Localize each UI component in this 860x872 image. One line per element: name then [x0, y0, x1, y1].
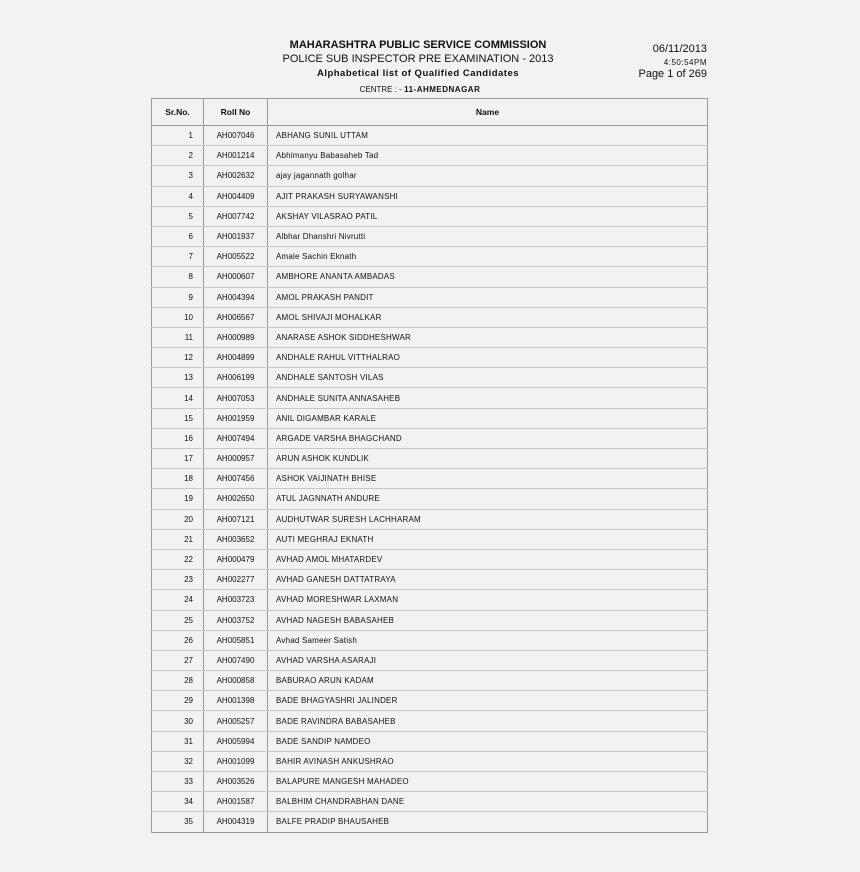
- cell-srno: 8: [152, 267, 204, 287]
- column-header-rollno: Roll No: [204, 99, 268, 126]
- cell-srno: 7: [152, 247, 204, 267]
- cell-name: ANDHALE RAHUL VITTHALRAO: [268, 348, 708, 368]
- table-row: [152, 388, 708, 408]
- cell-name: ajay jagannath golhar: [268, 166, 708, 186]
- cell-rollno: AH001937: [204, 226, 268, 246]
- cell-name: ARGADE VARSHA BHAGCHAND: [268, 428, 708, 448]
- cell-rollno: AH003652: [204, 529, 268, 549]
- table-row: [152, 812, 708, 832]
- document-title: MAHARASHTRA PUBLIC SERVICE COMMISSION: [289, 39, 547, 51]
- table-row: [152, 549, 708, 569]
- cell-name: AUDHUTWAR SURESH LACHHARAM: [268, 509, 708, 529]
- cell-srno: 16: [152, 428, 204, 448]
- table-row: [152, 772, 708, 792]
- cell-name: ANDHALE SUNITA ANNASAHEB: [268, 388, 708, 408]
- cell-name: BALFE PRADIP BHAUSAHEB: [268, 812, 708, 832]
- cell-rollno: AH000479: [204, 549, 268, 569]
- table-row: [152, 731, 708, 751]
- table-row: [152, 186, 708, 206]
- cell-rollno: AH001398: [204, 691, 268, 711]
- cell-rollno: AH006199: [204, 368, 268, 388]
- table-row: [152, 166, 708, 186]
- table-row: [152, 267, 708, 287]
- cell-name: AUTI MEGHRAJ EKNATH: [268, 529, 708, 549]
- cell-rollno: AH001587: [204, 792, 268, 812]
- cell-srno: 1: [152, 126, 204, 146]
- table-row: [152, 751, 708, 771]
- cell-srno: 9: [152, 287, 204, 307]
- table-row: [152, 368, 708, 388]
- cell-rollno: AH003526: [204, 772, 268, 792]
- cell-rollno: AH002632: [204, 166, 268, 186]
- cell-rollno: AH002650: [204, 489, 268, 509]
- cell-name: BAHIR AVINASH ANKUSHRAO: [268, 751, 708, 771]
- cell-srno: 19: [152, 489, 204, 509]
- column-header-srno: Sr.No.: [152, 99, 204, 126]
- cell-srno: 25: [152, 610, 204, 630]
- table-header-row: [152, 99, 708, 126]
- page-number: Page 1 of 269: [638, 68, 707, 80]
- cell-name: AVHAD NAGESH BABASAHEB: [268, 610, 708, 630]
- cell-name: ARUN ASHOK KUNDLIK: [268, 449, 708, 469]
- cell-srno: 17: [152, 449, 204, 469]
- cell-name: ANIL DIGAMBAR KARALE: [268, 408, 708, 428]
- table-row: [152, 509, 708, 529]
- cell-rollno: AH007053: [204, 388, 268, 408]
- print-date: 06/11/2013: [652, 43, 707, 55]
- cell-name: ANDHALE SANTOSH VILAS: [268, 368, 708, 388]
- cell-srno: 4: [152, 186, 204, 206]
- cell-name: ATUL JAGNNATH ANDURE: [268, 489, 708, 509]
- cell-srno: 24: [152, 590, 204, 610]
- cell-name: AVHAD GANESH DATTATRAYA: [268, 570, 708, 590]
- cell-name: Albhar Dhanshri Nivrutti: [268, 226, 708, 246]
- table-row: [152, 428, 708, 448]
- cell-rollno: AH007121: [204, 509, 268, 529]
- cell-rollno: AH000607: [204, 267, 268, 287]
- cell-rollno: AH004899: [204, 348, 268, 368]
- cell-rollno: AH000989: [204, 327, 268, 347]
- table-row: [152, 711, 708, 731]
- cell-srno: 12: [152, 348, 204, 368]
- table-row: [152, 287, 708, 307]
- cell-srno: 26: [152, 630, 204, 650]
- cell-srno: 18: [152, 469, 204, 489]
- cell-name: BADE RAVINDRA BABASAHEB: [268, 711, 708, 731]
- table-row: [152, 408, 708, 428]
- cell-rollno: AH000957: [204, 449, 268, 469]
- table-row: [152, 206, 708, 226]
- cell-srno: 6: [152, 226, 204, 246]
- cell-srno: 10: [152, 307, 204, 327]
- cell-name: AJIT PRAKASH SURYAWANSHI: [268, 186, 708, 206]
- cell-name: BALBHIM CHANDRABHAN DANE: [268, 792, 708, 812]
- table-row: [152, 327, 708, 347]
- table-row: [152, 671, 708, 691]
- table-row: [152, 126, 708, 146]
- table-row: [152, 630, 708, 650]
- table-row: [152, 529, 708, 549]
- cell-srno: 20: [152, 509, 204, 529]
- column-header-name: Name: [268, 99, 708, 126]
- cell-srno: 2: [152, 146, 204, 166]
- cell-name: Amale Sachin Eknath: [268, 247, 708, 267]
- cell-name: ANARASE ASHOK SIDDHESHWAR: [268, 327, 708, 347]
- cell-rollno: AH005851: [204, 630, 268, 650]
- centre-label: CENTRE : -: [359, 85, 405, 94]
- cell-name: BABURAO ARUN KADAM: [268, 671, 708, 691]
- cell-rollno: AH006567: [204, 307, 268, 327]
- cell-name: AVHAD AMOL MHATARDEV: [268, 549, 708, 569]
- table-row: [152, 650, 708, 670]
- cell-name: AKSHAY VILASRAO PATIL: [268, 206, 708, 226]
- table-row: [152, 469, 708, 489]
- cell-rollno: AH001959: [204, 408, 268, 428]
- cell-srno: 28: [152, 671, 204, 691]
- cell-rollno: AH007742: [204, 206, 268, 226]
- table-row: [152, 691, 708, 711]
- centre-value: 11-AHMEDNAGAR: [404, 85, 481, 94]
- cell-srno: 5: [152, 206, 204, 226]
- table-row: [152, 590, 708, 610]
- table-row: [152, 226, 708, 246]
- cell-name: Avhad Sameer Satish: [268, 630, 708, 650]
- cell-rollno: AH005994: [204, 731, 268, 751]
- cell-rollno: AH007046: [204, 126, 268, 146]
- cell-name: AVHAD VARSHA ASARAJI: [268, 650, 708, 670]
- table-row: [152, 348, 708, 368]
- list-title: Alphabetical list of Qualified Candidates: [316, 68, 520, 79]
- cell-name: Abhimanyu Babasaheb Tad: [268, 146, 708, 166]
- cell-srno: 33: [152, 772, 204, 792]
- cell-srno: 31: [152, 731, 204, 751]
- cell-name: BADE BHAGYASHRI JALINDER: [268, 691, 708, 711]
- cell-srno: 34: [152, 792, 204, 812]
- cell-srno: 11: [152, 327, 204, 347]
- cell-name: AMOL PRAKASH PANDIT: [268, 287, 708, 307]
- table-row: [152, 570, 708, 590]
- table-row: [152, 146, 708, 166]
- table-row: [152, 489, 708, 509]
- exam-subtitle: POLICE SUB INSPECTOR PRE EXAMINATION - 2013: [282, 53, 554, 65]
- centre-line: [340, 85, 500, 94]
- cell-name: ABHANG SUNIL UTTAM: [268, 126, 708, 146]
- table-row: [152, 449, 708, 469]
- cell-srno: 23: [152, 570, 204, 590]
- cell-rollno: AH001099: [204, 751, 268, 771]
- cell-srno: 30: [152, 711, 204, 731]
- cell-rollno: AH004394: [204, 287, 268, 307]
- print-time: 4:50:54PM: [663, 58, 707, 67]
- cell-name: AMOL SHIVAJI MOHALKAR: [268, 307, 708, 327]
- table-row: [152, 610, 708, 630]
- cell-srno: 14: [152, 388, 204, 408]
- cell-srno: 15: [152, 408, 204, 428]
- cell-rollno: AH002277: [204, 570, 268, 590]
- table-row: [152, 792, 708, 812]
- cell-rollno: AH003723: [204, 590, 268, 610]
- candidates-table: [151, 98, 708, 833]
- cell-srno: 32: [152, 751, 204, 771]
- cell-srno: 29: [152, 691, 204, 711]
- cell-name: AMBHORE ANANTA AMBADAS: [268, 267, 708, 287]
- cell-rollno: AH001214: [204, 146, 268, 166]
- cell-rollno: AH007490: [204, 650, 268, 670]
- cell-srno: 13: [152, 368, 204, 388]
- cell-srno: 27: [152, 650, 204, 670]
- cell-name: BADE SANDIP NAMDEO: [268, 731, 708, 751]
- cell-rollno: AH005522: [204, 247, 268, 267]
- cell-srno: 21: [152, 529, 204, 549]
- cell-rollno: AH004319: [204, 812, 268, 832]
- cell-rollno: AH007456: [204, 469, 268, 489]
- table-row: [152, 307, 708, 327]
- cell-rollno: AH000858: [204, 671, 268, 691]
- cell-name: ASHOK VAIJINATH BHISE: [268, 469, 708, 489]
- cell-srno: 22: [152, 549, 204, 569]
- cell-name: BALAPURE MANGESH MAHADEO: [268, 772, 708, 792]
- table-row: [152, 247, 708, 267]
- cell-rollno: AH007494: [204, 428, 268, 448]
- cell-rollno: AH004409: [204, 186, 268, 206]
- cell-srno: 3: [152, 166, 204, 186]
- cell-rollno: AH005257: [204, 711, 268, 731]
- cell-rollno: AH003752: [204, 610, 268, 630]
- cell-name: AVHAD MORESHWAR LAXMAN: [268, 590, 708, 610]
- cell-srno: 35: [152, 812, 204, 832]
